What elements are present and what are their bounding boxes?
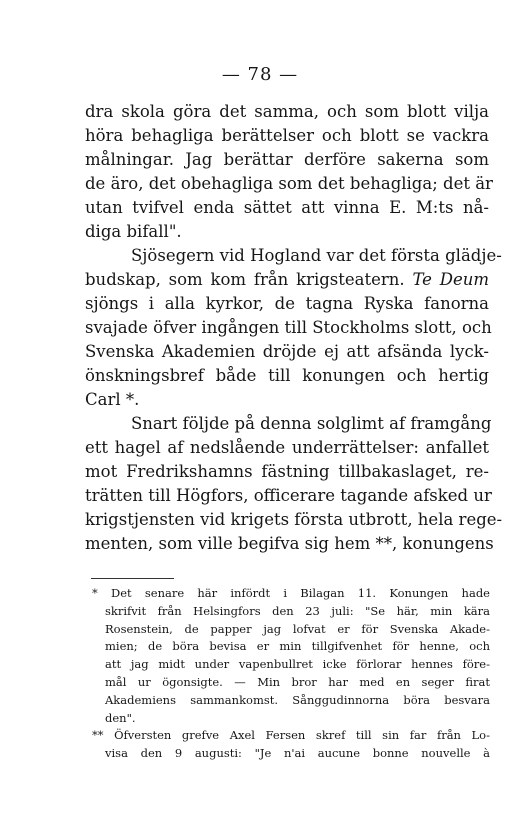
page-number: — 78 —	[221, 64, 299, 85]
body-line: svajade öfver ingången till Stockholms slott, och	[85, 318, 492, 337]
footnote-line: att jag midt under vapenbullret icke förlorar hennes före-	[105, 657, 490, 672]
footnote-line: mål ur ögonsigte. — Min bror har med en seger firat	[105, 674, 490, 689]
body-line: Svenska Akademien dröjde ej att afsända lyck-	[85, 342, 489, 361]
footnote-line: den".	[105, 710, 136, 725]
footnote-line: mien; de böra bevisa er min tillgifvenhet för henne, och	[105, 639, 490, 654]
footnote-rule	[91, 578, 174, 579]
body-line: de äro, det obehagliga som det behagliga; det är	[85, 174, 493, 193]
footnotes	[92, 585, 490, 763]
body-line: trätten till Högfors, officerare tagande afsked ur	[85, 486, 492, 505]
footnote-line: skrifvit från Helsingfors den 23 juli: "Se här, min kära	[105, 603, 490, 618]
body-line: ett hagel af nedslående underrättelser: anfallet	[85, 438, 489, 457]
body-line: mot Fredrikshamns fästning tillbakaslaget, re-	[85, 462, 489, 481]
body-line: höra behagliga berättelser och blott se vackra	[85, 126, 489, 145]
body-line: önskningsbref både till konungen och hertig	[85, 366, 489, 385]
body-line: utan tvifvel enda sättet att vinna E. M:ts nå-	[85, 198, 489, 217]
body-line: målningar. Jag berättar derföre sakerna som	[85, 150, 489, 169]
body-line: budskap, som kom från krigsteatern. Te Deum	[85, 270, 489, 289]
footnote-line: Rosenstein, de papper jag lofvat er för Svenska Akade-	[105, 621, 490, 636]
body-line: krigstjensten vid krigets första utbrott, hela rege-	[85, 510, 503, 529]
body-line: dra skola göra det samma, och som blott vilja	[85, 102, 489, 121]
footnote-line: Akademiens sammankomst. Sånggudinnorna böra besvara	[105, 692, 490, 707]
footnote-line: ** Öfversten grefve Axel Fersen skref till sin far från Lo-	[92, 728, 490, 743]
body-line: diga bifall".	[85, 222, 182, 241]
body-text	[85, 100, 503, 556]
body-line: Carl *.	[85, 390, 140, 409]
body-line: menten, som ville begifva sig hem **, konungens	[85, 534, 494, 553]
footnote-line: * Det senare här infördt i Bilagan 11. Konungen hade	[92, 586, 490, 600]
body-line: sjöngs i alla kyrkor, de tagna Ryska fanorna	[85, 294, 489, 313]
footnote-line: visa den 9 augusti: "Je n'ai aucune bonne nouvelle à	[105, 746, 490, 761]
body-line: Snart följde på denna solglimt af framgång	[131, 414, 492, 433]
body-line: Sjösegern vid Hogland var det första glädje-	[131, 246, 502, 265]
